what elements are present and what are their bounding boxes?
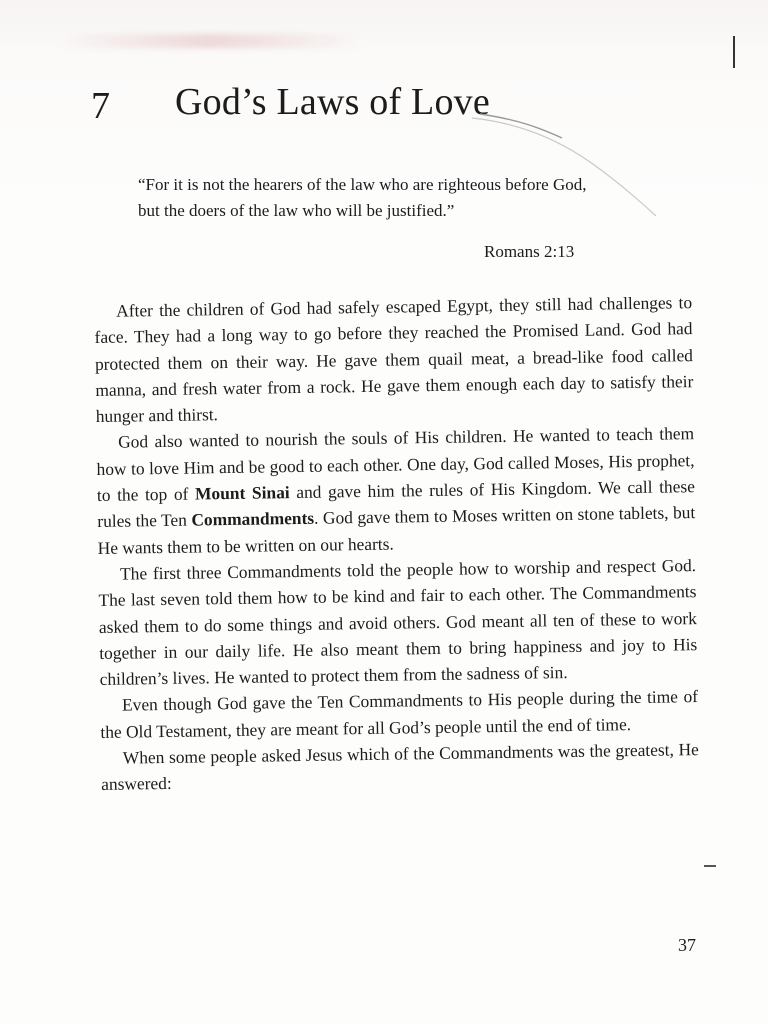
paragraph-text: God also wanted to nourish the souls of His children. He wanted to teach them how to love Him and be good to each other. One day, God called Moses, His prophet, to the top of (96, 423, 695, 506)
body-paragraph (101, 736, 700, 797)
body-paragraph (96, 421, 696, 561)
margin-mark (704, 865, 716, 867)
scan-shadow (60, 34, 360, 48)
paragraph-text: After the children of God had safely escaped Egypt, they still had challenges to face. They had a long way to go before they reached the Promised Land. God had protected them on their way. He gave them quail meat, a bread-like food called manna, and fresh water from a rock. He gave them enough each day to satisfy their hunger and thirst. (94, 292, 694, 427)
body-paragraph (100, 684, 699, 745)
scan-edge-mark (733, 36, 735, 68)
paragraph-text: The first three Commandments told the people how to worship and respect God. The last seven told them how to be kind and fair to each other. The Commandments asked them to do some things and avoid others. God meant all ten of these to work together in our daily life. He also meant them to bring happiness and joy to His children’s lives. He wanted to protect them from the sadness of sin. (98, 555, 698, 690)
body-text (94, 289, 699, 797)
paragraph-text: and gave him the rules of His Kingdom. We call these rules the Ten (97, 476, 696, 532)
bold-term: Mount Sinai (194, 482, 290, 504)
paragraph-text: . God gave them to Moses written on stone tablets, but He wants them to be written on our hearts. (97, 502, 696, 558)
paragraph-text: When some people asked Jesus which of the Commandments was the greatest, He answered: (101, 739, 699, 795)
epigraph-reference: Romans 2:13 (484, 242, 575, 261)
page-number: 37 (678, 935, 696, 955)
epigraph-quote: “For it is not the hearers of the law who are righteous before God, but the doers of the law who will be justified.” (138, 175, 587, 220)
chapter-title: God’s Laws of Love (175, 81, 490, 123)
paragraph-text: Even though God gave the Ten Commandments to His people during the time of the Old Testament, they are meant for all God’s people until the end of time. (100, 686, 699, 742)
body-paragraph (94, 289, 694, 429)
chapter-number: 7 (91, 85, 110, 127)
body-paragraph (98, 552, 698, 692)
bold-term: Commandments (191, 508, 315, 530)
